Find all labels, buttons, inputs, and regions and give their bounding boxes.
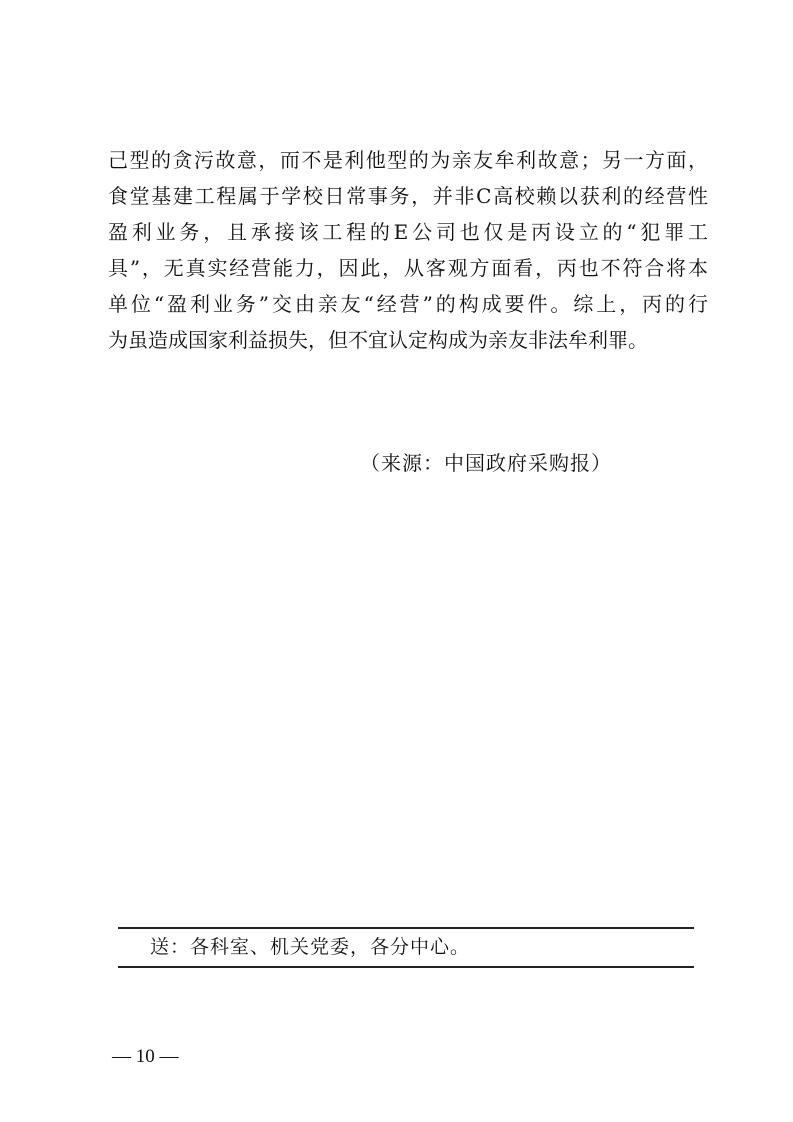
body-line: 具”，无真实经营能力，因此，从客观方面看，丙也不符合将本 [108, 256, 708, 280]
body-line: 盈利业务，且承接该工程的E公司也仅是丙设立的“犯罪工 [108, 220, 708, 244]
body-line: 食堂基建工程属于学校日常事务，并非C高校赖以获利的经营性 [108, 184, 708, 208]
body-line: 为虽造成国家利益损失，但不宜认定构成为亲友非法牟利罪。 [108, 328, 648, 352]
distribution-top-rule [118, 927, 694, 929]
body-line: 己型的贪污故意，而不是利他型的为亲友牟利故意；另一方面， [108, 148, 708, 172]
distribution-bottom-rule [118, 966, 694, 968]
article-body [108, 142, 708, 358]
source-attribution: （来源：中国政府采购报） [360, 451, 612, 475]
distribution-list: 送：各科室、机关党委，各分中心。 [150, 936, 471, 958]
page-number: — 10 — [112, 1046, 179, 1067]
body-line: 单位“盈利业务”交由亲友“经营”的构成要件。综上，丙的行 [108, 292, 708, 316]
